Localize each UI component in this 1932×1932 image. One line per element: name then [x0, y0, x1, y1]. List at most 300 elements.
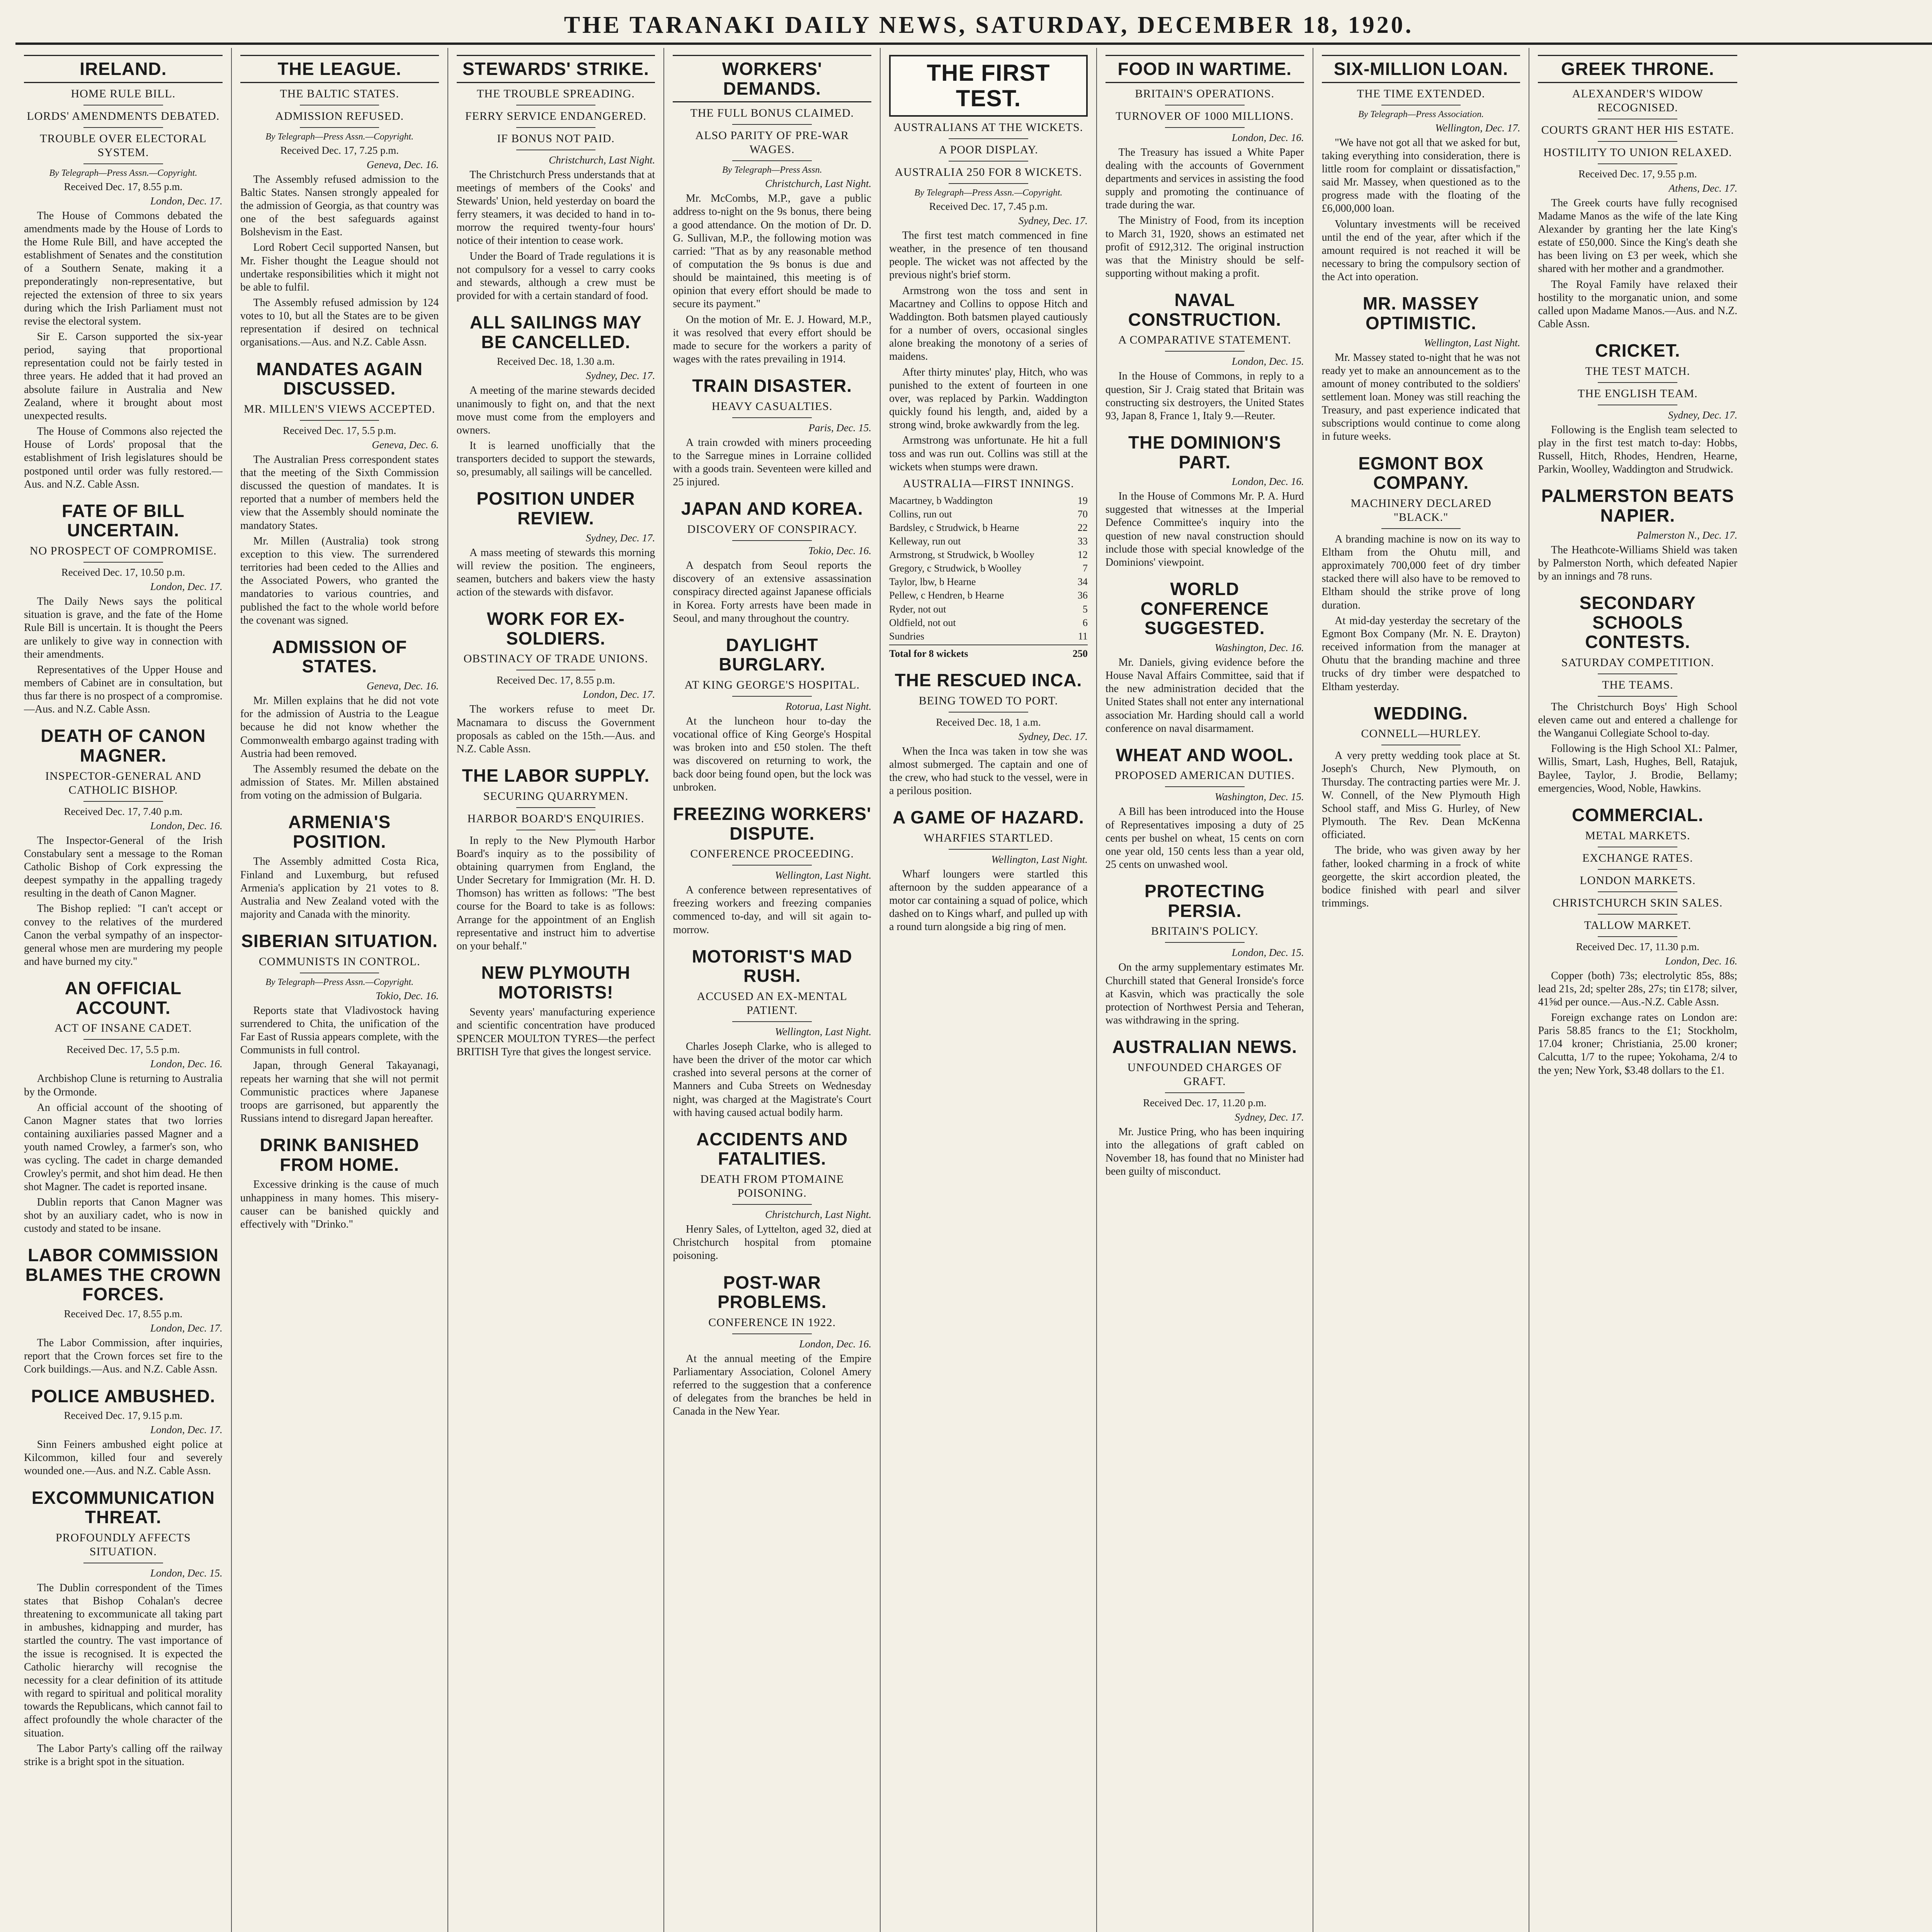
section-divider	[732, 696, 812, 697]
article-dateline: Washington, Dec. 16.	[1214, 641, 1304, 653]
batsman-name: Gregory, c Strudwick, b Woolley	[889, 563, 1022, 574]
article-headline: FREEZING WORKERS' DISPUTE.	[673, 803, 871, 844]
section-divider	[516, 127, 596, 128]
article-headline: SECONDARY SCHOOLS CONTESTS.	[1579, 593, 1696, 652]
article-subheading: HOME RULE BILL.	[71, 87, 176, 100]
article-dateline: London, Dec. 16.	[1231, 476, 1304, 488]
article-paragraph: Armstrong won the toss and sent in Macartney and Collins to oppose Hitch and Waddington. Both batsmen played cautiously for a number of overs, occasional singles alone breaking the monotony of a series of maidens.	[889, 284, 1088, 363]
article-headline: WORLD CONFERENCE SUGGESTED.	[1140, 579, 1269, 638]
article	[24, 1245, 223, 1376]
scorecard-row	[889, 629, 1088, 643]
article-subheading: THE ENGLISH TEAM.	[1578, 387, 1698, 400]
article-paragraph: The Royal Family have relaxed their hostility to the morganatic union, and some called upon Madame Manos.—Aus. and N.Z. Cable Assn.	[1538, 278, 1738, 330]
section-divider	[732, 1021, 812, 1022]
received-time: Received Dec. 17, 11.30 p.m.	[1576, 940, 1699, 952]
scorecard-total	[889, 645, 1088, 660]
article-dateline: Sydney, Dec. 17.	[1018, 215, 1088, 226]
article-headline: SIBERIAN SITUATION.	[241, 931, 438, 951]
article-headline: FOOD IN WARTIME.	[1105, 55, 1304, 83]
batsman-name: Pellew, c Hendren, b Hearne	[889, 590, 1004, 601]
article	[1105, 745, 1304, 871]
article-paragraph: On the motion of Mr. E. J. Howard, M.P., it was resolved that every effort should be made to secure for the workers a parity of wages with the rates prevailing in 1914.	[673, 313, 872, 366]
article-subheading: SECURING QUARRYMEN.	[483, 789, 629, 803]
article	[24, 501, 223, 716]
article-headline: NAVAL CONSTRUCTION.	[1128, 290, 1281, 330]
section-divider	[732, 1333, 812, 1334]
article-subheading: FERRY SERVICE ENDANGERED.	[465, 109, 646, 122]
article-headline: MANDATES AGAIN DISCUSSED.	[256, 359, 423, 399]
section-divider	[732, 160, 812, 161]
article-dateline: Paris, Dec. 15.	[808, 422, 872, 434]
article-paragraph: Mr. McCombs, M.P., gave a public address to-night on the 9s bonus, there being a good attendance. On the motion of Dr. D. G. Sullivan, M.P., the following motion was carried: "That as by any reasonable method of computation the 9s bonus is due and should be maintained, this meeting is of opinion that every effort should be made to secure its payment."	[673, 192, 872, 310]
article-dateline: London, Dec. 16.	[1231, 131, 1304, 143]
scorecard-table	[889, 477, 1088, 660]
section-divider	[1598, 891, 1677, 892]
article-subheading: OBSTINACY OF TRADE UNIONS.	[463, 652, 648, 665]
article-subheading: NO PROSPECT OF COMPROMISE.	[29, 544, 217, 558]
article-byline: By Telegraph—Press Association.	[1358, 109, 1484, 119]
article-subheading: ADMISSION REFUSED.	[275, 109, 404, 122]
received-time: Received Dec. 17, 9.15 p.m.	[64, 1410, 183, 1422]
article-headline: POST-WAR PROBLEMS.	[717, 1272, 827, 1312]
article-headline: DRINK BANISHED FROM HOME.	[260, 1135, 419, 1175]
article-paragraph: The House of Commons debated the amendments made by the House of Lords to the Home Rule Bill, and have accepted the establishment of Senates and the constitution of a Southern Senate, making it a preponderatingly non-representative, but rejected the extension of three to six years during which the Irish Parliament must not revise the electoral system.	[24, 209, 223, 327]
article-subheading: DEATH FROM PTOMAINE POISONING.	[700, 1173, 844, 1200]
article-headline: ARMENIA'S POSITION.	[288, 812, 391, 852]
article-paragraph: A train crowded with miners proceeding to the Sarregue mines in Lorraine collided with a goods train. Seventeen were killed and 25 injured.	[673, 436, 872, 488]
article-dateline: Wellington, Dec. 17.	[1435, 122, 1520, 134]
received-time: Received Dec. 18, 1 a.m.	[936, 716, 1041, 728]
article-subheading: THE TIME EXTENDED.	[1357, 87, 1485, 100]
article-paragraph: Following is the English team selected to play in the first test match to-day: Hobbs, Russell, Hitch, Rhodes, Hendren, Hearne, Parkin, Woolley, Waddington and Strudwick.	[1538, 423, 1738, 476]
batsman-name: Bardsley, c Strudwick, b Hearne	[889, 522, 1019, 533]
article-paragraph: Reports state that Vladivostock having surrendered to Chita, the unification of the Far East of Russia appears complete, with the Communists in full control.	[240, 1004, 439, 1056]
article	[889, 55, 1088, 660]
batsman-name: Taylor, lbw, b Hearne	[889, 576, 976, 588]
section-divider	[949, 161, 1028, 162]
batsman-score: 34	[1077, 576, 1088, 588]
article-subheading: LONDON MARKETS.	[1580, 874, 1696, 887]
article-paragraph: Japan, through General Takayanagi, repeats her warning that she will not permit Communistic practices where Japanese troops are garrisoned, but apparently the Russians intend to disregard Japan hereafter.	[240, 1060, 439, 1125]
section-divider	[949, 183, 1028, 184]
article-dateline: Tokio, Dec. 16.	[808, 545, 872, 557]
article-headline: WORK FOR EX-SOLDIERS.	[486, 609, 625, 648]
section-divider	[1598, 869, 1677, 870]
article-dateline: Sydney, Dec. 17.	[586, 370, 655, 382]
article-byline: By Telegraph—Press Assn.	[722, 165, 822, 175]
article-subheading: A COMPARATIVE STATEMENT.	[1118, 333, 1291, 347]
section-divider	[83, 1039, 163, 1040]
article	[24, 1386, 223, 1478]
article-paragraph: At the annual meeting of the Empire Parliamentary Association, Colonel Amery referred to the suggestion that a conference of delegates from the branches be held in Canada in the New Year.	[673, 1352, 872, 1418]
article-subheading: TROUBLE OVER ELECTORAL SYSTEM.	[40, 132, 207, 159]
section-divider	[732, 124, 812, 125]
article-headline: ALL SAILINGS MAY BE CANCELLED.	[469, 312, 642, 352]
article-headline: STEWARDS' STRIKE.	[457, 55, 655, 83]
scorecard-row	[889, 507, 1088, 521]
article-dateline: Tokio, Dec. 16.	[376, 990, 439, 1002]
article-paragraph: The Labor Commission, after inquiries, report that the Crown forces set fire to the Cork buildings.—Aus. and N.Z. Cable Assn.	[24, 1337, 223, 1376]
article-paragraph: The Greek courts have fully recognised Madame Manos as the wife of the late King Alexander by granting her the late King's estate of £50,000. Since the King's death she has been living on £3 per week, which she shared with her mother and a grandmother.	[1538, 197, 1738, 275]
article	[24, 1488, 223, 1769]
column-7	[1313, 48, 1530, 1932]
article-paragraph: At the luncheon hour to-day the vocational office of King George's Hospital was broken into and £50 stolen. The theft was discovered on returning to work, the back door being found open, but the lock was unbroken.	[673, 715, 872, 793]
article-subheading: SATURDAY COMPETITION.	[1561, 656, 1714, 669]
article	[1105, 579, 1304, 735]
article-headline: POSITION UNDER REVIEW.	[476, 488, 635, 529]
article	[673, 635, 871, 794]
article-subheading: ACT OF INSANE CADET.	[54, 1022, 192, 1035]
article-dateline: Geneva, Dec. 16.	[366, 158, 439, 170]
article-paragraph: Mr. Millen (Australia) took strong exception to this view. The surrendered territories had been ceded to the Allies and the Associated Powers, who granted the mandatories to various countries, and published the fact to the whole world before the covenant was signed.	[240, 535, 439, 626]
article-subheading: INSPECTOR-GENERAL AND CATHOLIC BISHOP.	[45, 769, 201, 796]
article-subheading: LORDS' AMENDMENTS DEBATED.	[27, 109, 220, 122]
article-dateline: Wellington, Last Night.	[775, 869, 872, 881]
article-headline: AN OFFICIAL ACCOUNT.	[65, 978, 182, 1018]
article-paragraph: When the Inca was taken in tow she was almost submerged. The captain and one of the crew, who had stuck to the vessel, were in a perilous position.	[889, 745, 1088, 797]
article	[1538, 55, 1737, 331]
article-dateline: London, Dec. 17.	[150, 581, 223, 593]
article	[240, 1135, 439, 1231]
article-headline: CRICKET.	[1595, 340, 1680, 361]
article-paragraph: A mass meeting of stewards this morning will review the position. The engineers, seamen, butchers and bakers view the hasty action of the stewards with disfavor.	[456, 546, 655, 599]
article	[889, 808, 1088, 934]
article	[240, 637, 439, 802]
article	[457, 766, 655, 953]
column-5	[881, 48, 1097, 1932]
received-time: Received Dec. 17, 10.50 p.m.	[61, 566, 185, 578]
batsman-name: Armstrong, st Strudwick, b Woolley	[889, 549, 1034, 561]
article-headline: PROTECTING PERSIA.	[1144, 881, 1265, 921]
column-6	[1097, 48, 1313, 1932]
article-subheading: DISCOVERY OF CONSPIRACY.	[687, 523, 857, 536]
article-headline: DAYLIGHT BURGLARY.	[719, 634, 826, 675]
article-subheading: PROFOUNDLY AFFECTS SITUATION.	[55, 1531, 191, 1558]
total-label: Total for 8 wickets	[889, 648, 968, 659]
batsman-score: 33	[1077, 536, 1088, 547]
article-headline: EGMONT BOX COMPANY.	[1358, 453, 1484, 493]
article-headline: THE RESCUED INCA.	[895, 670, 1082, 690]
article-headline: A GAME OF HAZARD.	[893, 807, 1084, 828]
total-score: 250	[1072, 648, 1088, 659]
received-time: Received Dec. 17, 7.45 p.m.	[929, 201, 1048, 212]
article	[24, 978, 223, 1235]
batsman-score: 19	[1077, 495, 1088, 506]
article-headline: LABOR COMMISSION BLAMES THE CROWN FORCES.	[25, 1245, 221, 1304]
article-dateline: Christchurch, Last Night.	[549, 154, 655, 166]
batsman-score: 7	[1082, 563, 1088, 574]
article-paragraph: Mr. Massey stated to-night that he was not ready yet to make an announcement as to the amount of money contributed to the soldiers' settlement loan. Money was still reaching the Treasury, and past experience indicated that subscriptions would continue to come along in future weeks.	[1321, 351, 1520, 443]
article-dateline: London, Dec. 16.	[799, 1338, 872, 1350]
article-subheading: MR. MILLEN'S VIEWS ACCEPTED.	[243, 402, 435, 415]
article-paragraph: The Assembly refused admission to the Baltic States. Nansen strongly appealed for the admission of Georgia, as that country was one of the best safeguards against Bolshevism in the East.	[240, 173, 439, 238]
article	[24, 55, 223, 491]
article	[1105, 881, 1304, 1027]
article-dateline: Sydney, Dec. 17.	[1668, 409, 1738, 421]
article-headline: MOTORIST'S MAD RUSH.	[692, 946, 852, 986]
article-paragraph: Following is the High School XI.: Palmer, Willis, Smart, Lash, Hughes, Bell, Ratajuk, Baylee, Taylor, J. Brodie, Bellamy; emergencies, Wood, Noble, Hawkins.	[1538, 743, 1738, 794]
article-paragraph: In the House of Commons, in reply to a question, Sir J. Craig stated that Britain was constructing six destroyers, the United States 93, Japan 8, France 1, Italy 9.—Reuter.	[1105, 370, 1304, 422]
article-paragraph: The Assembly resumed the debate on the admission of States. Mr. Millen abstained from voting on the admission of Bulgaria.	[240, 763, 439, 802]
section-divider	[516, 807, 596, 808]
article	[1538, 805, 1737, 1077]
article-paragraph: On the army supplementary estimates Mr. Churchill stated that General Ironside's force at Kasvin, which was practically the sole protection of Northwest Persia and Teheran, was withdrawing in the spring.	[1105, 961, 1304, 1026]
article-dateline: Athens, Dec. 17.	[1668, 182, 1738, 194]
batsman-score: 70	[1077, 508, 1088, 520]
article-byline: By Telegraph—Press Assn.—Copyright.	[265, 131, 414, 142]
article-paragraph: A despatch from Seoul reports the discovery of an extensive assassination conspiracy directed against Japanese officials in Korea. Forty arrests have been made in Seoul, and many throughout the country.	[673, 560, 872, 624]
article-subheading: COMMUNISTS IN CONTROL.	[259, 955, 420, 968]
section-divider	[949, 849, 1028, 850]
article-paragraph: The bride, who was given away by her father, looked charming in a frock of white georgette, the skirt accordion pleated, the bodice finished with pearl and silver trimmings.	[1321, 844, 1520, 909]
article-paragraph: The Christchurch Boys' High School eleven came out and entered a challenge for the Wanganui Collegiate School to-day.	[1538, 701, 1738, 740]
article	[1105, 433, 1304, 569]
article-subheading: CONFERENCE IN 1922.	[708, 1316, 836, 1329]
article-subheading: IF BONUS NOT PAID.	[497, 132, 615, 145]
scorecard-row	[889, 494, 1088, 507]
article	[1538, 486, 1737, 583]
article-subheading: EXCHANGE RATES.	[1582, 851, 1693, 864]
article-headline: NEW PLYMOUTH MOTORISTS!	[481, 963, 631, 1002]
section-divider	[949, 138, 1028, 139]
article-paragraph: Henry Sales, of Lyttelton, aged 32, died at Christchurch hospital from ptomaine poisoning.	[673, 1223, 872, 1262]
article-paragraph: Representatives of the Upper House and members of Cabinet are in consultation, but thus far there is no prospect of a compromise.—Aus. and N.Z. Cable Assn.	[24, 663, 223, 716]
batsman-score: 6	[1082, 617, 1088, 628]
article-headline: EXCOMMUNICATION THREAT.	[31, 1487, 215, 1527]
article-paragraph: A conference between representatives of freezing workers and freezing companies commenced to-day, and will sit again to-morrow.	[673, 884, 872, 936]
article-byline: By Telegraph—Press Assn.—Copyright.	[49, 168, 197, 178]
article-paragraph: Sinn Feiners ambushed eight police at Kilcommon, killed four and severely wounded one.—Aus. and N.Z. Cable Assn.	[24, 1439, 223, 1477]
article-paragraph: Under the Board of Trade regulations it is not compulsory for a vessel to carry cooks and stewards, although a crew must be provided for with a certain standard of food.	[456, 250, 655, 302]
article	[457, 55, 655, 303]
batsman-name: Ryder, not out	[889, 603, 946, 615]
article-headline: WORKERS' DEMANDS.	[673, 55, 871, 102]
article-dateline: London, Dec. 16.	[150, 1058, 223, 1070]
article-paragraph: Voluntary investments will be received until the end of the year, after which if the amount required is not reached it will be necessary to bring the compulsory section of the Act into operation.	[1321, 218, 1520, 283]
article-subheading: A POOR DISPLAY.	[939, 143, 1038, 156]
article-subheading: CHRISTCHURCH SKIN SALES.	[1553, 896, 1723, 909]
article-paragraph: Charles Joseph Clarke, who is alleged to have been the driver of the motor car which crashed into several persons at the corner of Manners and Cuba Streets on Wednesday night, was charged at the Magistrate's Court with having caused actual bodily harm.	[673, 1040, 872, 1119]
section-divider	[83, 127, 163, 128]
masthead-title: THE TARANAKI DAILY NEWS, SATURDAY, DECEMBER 18, 1920.	[564, 12, 1414, 38]
article	[673, 947, 871, 1119]
article-paragraph: In the House of Commons Mr. P. A. Hurd suggested that witnesses at the Imperial Defence Committee's inquiry into the question of new naval construction should include those with special knowledge of the Dominions' viewpoint.	[1105, 490, 1304, 568]
article-subheading: THE TEAMS.	[1602, 678, 1673, 691]
section-divider	[83, 562, 163, 563]
article-headline: THE LABOR SUPPLY.	[462, 765, 650, 786]
article	[889, 670, 1088, 798]
article-subheading: ACCUSED AN EX-MENTAL PATIENT.	[697, 990, 847, 1017]
article-paragraph: At mid-day yesterday the secretary of the Egmont Box Company (Mr. N. E. Drayton) received information from the manager at Ohutu that the branding machine and three trucks of dry timber were despatched to Eltham yesterday.	[1321, 614, 1520, 693]
article-paragraph: Sir E. Carson supported the six-year period, saying that proportional representation could not be fairly tested in three years. He added that it had proved an absolute failure in Australia and New Zealand, where it brought about most unexpected results.	[24, 331, 223, 422]
article-dateline: London, Dec. 17.	[150, 195, 223, 207]
article	[673, 499, 871, 625]
batsman-score: 36	[1077, 590, 1088, 601]
scorecard-row	[889, 575, 1088, 588]
section-divider	[300, 420, 379, 421]
article-dateline: Geneva, Dec. 16.	[366, 680, 439, 692]
article	[457, 489, 655, 599]
article-headline: SIX-MILLION LOAN.	[1322, 55, 1520, 83]
article-subheading: TALLOW MARKET.	[1584, 918, 1691, 932]
article	[240, 931, 439, 1125]
article-dateline: Christchurch, Last Night.	[765, 178, 872, 190]
article-paragraph: Archbishop Clune is returning to Australia by the Ormonde.	[24, 1073, 223, 1098]
section-divider	[1598, 936, 1677, 937]
article-paragraph: A very pretty wedding took place at St. Joseph's Church, New Plymouth, on Thursday. The contracting parties were Mr. J. W. Connell, of the New Plymouth High School staff, and Miss G. Hurley, of New Plymouth. The Rev. Dean McKenna officiated.	[1321, 750, 1520, 841]
masthead	[15, 8, 1932, 45]
column-4	[664, 48, 881, 1932]
article-paragraph: The Daily News says the political situation is grave, and the fate of the Home Rule Bill is uncertain. It is thought the Peers are unlikely to give way in connection with their amendments.	[24, 595, 223, 660]
article-byline: By Telegraph—Press Assn.—Copyright.	[914, 188, 1063, 198]
section-divider	[732, 1204, 812, 1205]
article-dateline: Wellington, Last Night.	[1423, 337, 1520, 349]
section-divider	[1598, 696, 1677, 697]
section-divider	[1598, 673, 1677, 674]
article-dateline: Sydney, Dec. 17.	[586, 532, 655, 544]
article-paragraph: The Bishop replied: "I can't accept or convey to the relatives of the murdered Canon the verbal sympathy of an inspector-general whose men are murdering my people and have burned my city."	[24, 903, 223, 968]
article-subheading: THE TROUBLE SPREADING.	[476, 87, 635, 100]
article-subheading: THE TEST MATCH.	[1585, 364, 1690, 378]
column-1	[15, 48, 232, 1932]
article-dateline: Washington, Dec. 15.	[1214, 791, 1304, 803]
article-headline: MR. MASSEY OPTIMISTIC.	[1362, 293, 1480, 333]
article-subheading: HARBOR BOARD'S ENQUIRIES.	[467, 812, 645, 825]
column-3	[448, 48, 665, 1932]
article-subheading: HEAVY CASUALTIES.	[711, 400, 833, 413]
article-subheading: WHARFIES STARTLED.	[923, 831, 1053, 844]
article-subheading: BRITAIN'S OPERATIONS.	[1135, 87, 1275, 100]
article-paragraph: In reply to the New Plymouth Harbor Board's inquiry as to the possibility of obtaining quarrymen from England, the Under Secretary for Immigration (Mr. H. D. Thomson) has written as follows: "The best course for the Board to take is as follows: Arrange for the appointment of an English representative and instruct him to advertise on your behalf."	[456, 834, 655, 952]
article	[1105, 1037, 1304, 1178]
scorecard-row	[889, 561, 1088, 575]
section-divider	[1598, 914, 1677, 915]
received-time: Received Dec. 18, 1.30 a.m.	[497, 355, 615, 367]
article-paragraph: The workers refuse to meet Dr. Macnamara to discuss the Government proposals as cabled on the 15th.—Aus. and N.Z. Cable Assn.	[456, 703, 655, 755]
article-paragraph: The Inspector-General of the Irish Constabulary sent a message to the Roman Catholic Bishop of Cork expressing the deepest sympathy in the appalling tragedy resulting in the death of Canon Magner.	[24, 834, 223, 900]
article	[673, 1273, 871, 1418]
article-paragraph: Mr. Daniels, giving evidence before the House Naval Affairs Committee, said that if the new administration decided that the United States shall not enter any international association Mr. Harding should call a world conference on naval disarmament.	[1105, 656, 1304, 735]
section-divider	[1598, 382, 1677, 383]
section-divider	[1165, 942, 1245, 943]
article-dateline: Palmerston N., Dec. 17.	[1637, 529, 1738, 541]
columns-grid	[15, 48, 1932, 1932]
article-dateline: London, Dec. 16.	[150, 820, 223, 832]
scorecard-row	[889, 602, 1088, 616]
scorecard-row	[889, 616, 1088, 629]
article-headline: THE DOMINION'S PART.	[1128, 432, 1281, 472]
article	[240, 55, 439, 349]
article-paragraph: After thirty minutes' play, Hitch, who was punished to the extent of fourteen in one over, was replaced by Parkin. Waddington quickly found his length, and, aided by a strong wind, broke awkwardly from the leg.	[889, 366, 1088, 431]
article-subheading: THE FULL BONUS CLAIMED.	[690, 107, 854, 120]
article-subheading: CONNELL—HURLEY.	[1361, 727, 1481, 740]
section-divider	[1598, 141, 1677, 142]
article-paragraph: Mr. Justice Pring, who has been inquiring into the allegations of graft cabled on November 18, has found that no Minister had been guilty of misconduct.	[1105, 1126, 1304, 1178]
article-subheading: THE BALTIC STATES.	[280, 87, 399, 100]
article	[1538, 593, 1737, 795]
article	[457, 963, 655, 1059]
article-paragraph: The Ministry of Food, from its inception to March 31, 1920, shows an estimated net profit of £912,312. The original instruction was that the Ministry should be self-supporting without making a profit.	[1105, 214, 1304, 279]
section-divider	[949, 712, 1028, 713]
article-headline: TRAIN DISASTER.	[692, 376, 852, 396]
article-paragraph: Mr. Millen explains that he did not vote for the admission of Austria to the League because he did not know whether the Commonwealth embargo against trading with Austria had been removed.	[240, 695, 439, 760]
article-subheading: BEING TOWED TO PORT.	[918, 694, 1058, 707]
article-headline: WEDDING.	[1374, 703, 1468, 723]
batsman-score: 12	[1077, 549, 1088, 561]
article-headline: COMMERCIAL.	[1572, 804, 1704, 825]
article	[24, 726, 223, 968]
received-time: Received Dec. 17, 8.55 p.m.	[497, 674, 615, 686]
article-paragraph: It is learned unofficially that the transporters decided to support the stewards, so, presumably, all sailings will be cancelled.	[456, 439, 655, 478]
section-divider	[732, 540, 812, 541]
received-time: Received Dec. 17, 5.5 p.m.	[283, 424, 396, 436]
batsman-name: Oldfield, not out	[889, 617, 956, 628]
article-paragraph: A Bill has been introduced into the House of Representatives imposing a duty of 25 cents per bushel on wheat, 15 cents on corn one year old, 150 cents less than a year old, 25 cents on unwashed wool.	[1105, 806, 1304, 871]
section-divider	[732, 865, 812, 866]
received-time: Received Dec. 17, 7.25 p.m.	[280, 144, 399, 156]
article-paragraph: The Dublin correspondent of the Times states that Bishop Cohalan's decree threatening to excommunicate all taking part in ambushes, kidnapping and murder, has startled the country. The vast importance of the issue is recognised. It is expected the Catholic hierarchy will recognise the necessity for a clear definition of its attitude with regard to spiritual and political morality towards the Republicans, which cannot fail to affect profoundly the whole character of the situation.	[24, 1582, 223, 1739]
article-paragraph: The Labor Party's calling off the railway strike is a bright spot in the situation.	[24, 1742, 223, 1768]
article-subheading: CONFERENCE PROCEEDING.	[690, 847, 854, 861]
article-paragraph: The Assembly refused admission by 124 votes to 10, but all the States are to be given representation if desired on technical organisations.—Aus. and N.Z. Cable Assn.	[240, 297, 439, 349]
article-dateline: Wellington, Last Night.	[775, 1026, 872, 1037]
article-dateline: London, Dec. 15.	[150, 1567, 223, 1579]
batsman-score: 11	[1078, 630, 1088, 642]
received-time: Received Dec. 17, 9.55 p.m.	[1578, 168, 1697, 180]
article-subheading: COURTS GRANT HER HIS ESTATE.	[1541, 123, 1734, 136]
article	[673, 376, 871, 489]
article	[673, 1129, 871, 1263]
article-subheading: AUSTRALIA 250 FOR 8 WICKETS.	[895, 166, 1082, 179]
section-divider	[1598, 163, 1677, 164]
article-headline: THE LEAGUE.	[240, 55, 439, 83]
article-dateline: London, Dec. 16.	[1665, 955, 1738, 967]
section-divider	[300, 127, 379, 128]
article-headline: FATE OF BILL UNCERTAIN.	[61, 500, 185, 541]
section-divider	[83, 801, 163, 802]
article-paragraph: Seventy years' manufacturing experience and scientific concentration have produced SPENCER MOULTON TYRES—the perfect BRITISH Tyre that gives the longest service.	[456, 1006, 655, 1058]
article-dateline: Sydney, Dec. 17.	[1018, 730, 1088, 742]
article-headline: WHEAT AND WOOL.	[1116, 745, 1294, 765]
article-dateline: Rotorua, Last Night.	[786, 701, 872, 712]
article	[1105, 290, 1304, 423]
article	[1322, 294, 1520, 443]
article-dateline: London, Dec. 17.	[583, 689, 655, 701]
article-subheading: MACHINERY DECLARED "BLACK."	[1350, 497, 1492, 524]
article-paragraph: The Heathcote-Williams Shield was taken by Palmerston North, which defeated Napier by an innings and 78 runs.	[1538, 544, 1738, 582]
column-8	[1529, 48, 1746, 1932]
article-paragraph: The Christchurch Press understands that at meetings of members of the Cooks' and Stewards' Union, held yesterday on board the ferry steamers, it was decided to hand in to-morrow the required twenty-four hours' notice of their intention to cease work.	[456, 168, 655, 247]
section-divider	[1381, 528, 1461, 529]
received-time: Received Dec. 17, 8.55 p.m.	[64, 1308, 183, 1320]
section-divider	[1165, 1092, 1245, 1093]
batsman-score: 5	[1082, 603, 1088, 615]
article-paragraph: The Treasury has issued a White Paper dealing with the accounts of Government departments and services in assisting the food supply and promoting the continuance of trade during the war.	[1105, 146, 1304, 211]
article-subheading: AT KING GEORGE'S HOSPITAL.	[684, 679, 860, 691]
section-divider	[83, 163, 163, 164]
article	[240, 812, 439, 921]
article-paragraph: The Australian Press correspondent states that the meeting of the Sixth Commission discussed the question of mandates. It is reported that a number of members held the view that the Assembly should nominate the mandatory States.	[240, 453, 439, 532]
article-headline: IRELAND.	[24, 55, 223, 83]
article-dateline: London, Dec. 17.	[150, 1424, 223, 1436]
article	[1538, 341, 1737, 476]
article-paragraph: A meeting of the marine stewards decided unanimously to fight on, and that the next move must come from the employers and owners.	[456, 384, 655, 436]
article	[240, 359, 439, 627]
article-dateline: Geneva, Dec. 6.	[372, 439, 439, 451]
article-paragraph: The House of Commons also rejected the House of Lords' proposal that the establishment of Irish legislatures should be postponed until order was fully restored.—Aus. and N.Z. Cable Assn.	[24, 425, 223, 490]
batsman-name: Sundries	[889, 630, 925, 642]
batsman-name: Macartney, b Waddington	[889, 495, 993, 506]
